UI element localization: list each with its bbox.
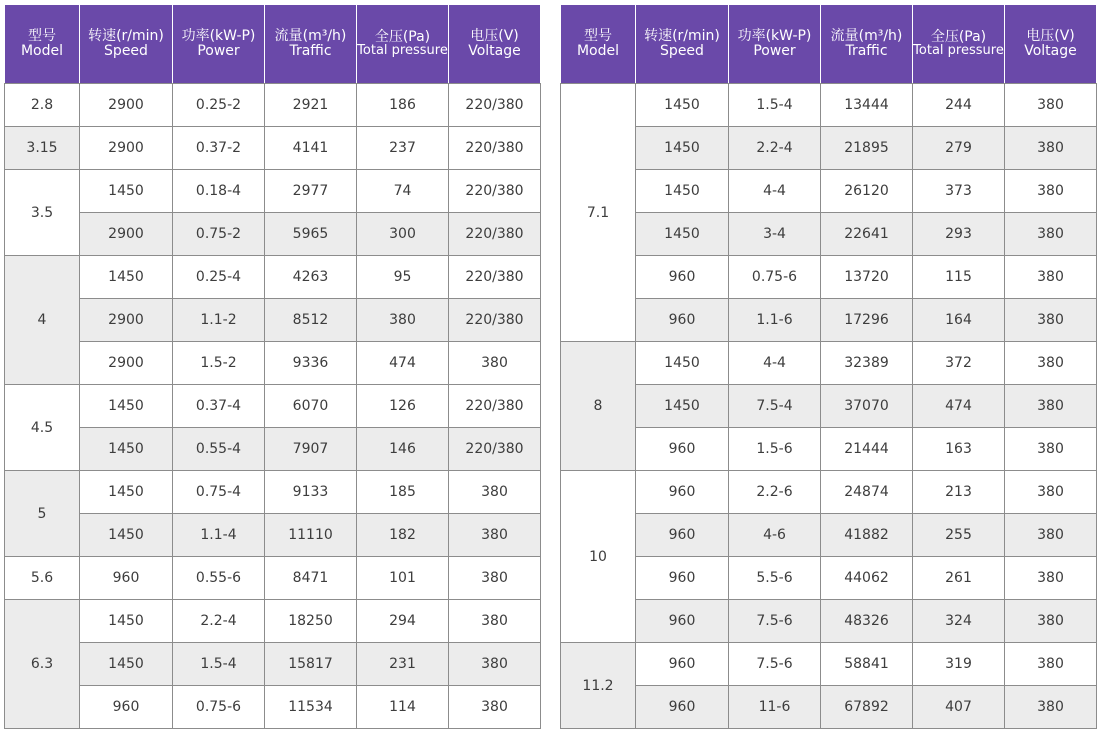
cell-power: 0.25-2	[173, 84, 265, 127]
cell-speed: 2900	[80, 342, 173, 385]
header-label-en: Voltage	[468, 43, 521, 59]
table-row	[5, 342, 541, 385]
cell-power: 2.2-6	[729, 471, 821, 514]
cell-model: 10	[561, 471, 636, 643]
header-label-zh: 流量(m³/h)	[830, 28, 903, 45]
header-label-en: Traffic	[289, 43, 332, 59]
cell-speed: 2900	[80, 299, 173, 342]
table-row	[5, 643, 541, 686]
cell-speed: 2900	[80, 213, 173, 256]
cell-power: 0.55-4	[173, 428, 265, 471]
cell-traffic: 24874	[821, 471, 913, 514]
cell-model: 3.15	[5, 127, 80, 170]
cell-traffic: 8512	[265, 299, 357, 342]
cell-voltage: 380	[1005, 213, 1097, 256]
cell-power: 1.5-4	[729, 84, 821, 127]
cell-total-pressure: 95	[357, 256, 449, 299]
table-header	[561, 5, 1097, 84]
cell-speed: 960	[636, 299, 729, 342]
spec-table-right	[560, 4, 1097, 729]
cell-speed: 960	[636, 557, 729, 600]
table-row	[561, 256, 1097, 299]
cell-traffic: 26120	[821, 170, 913, 213]
cell-power: 0.75-6	[729, 256, 821, 299]
cell-power: 4-6	[729, 514, 821, 557]
cell-power: 4-4	[729, 342, 821, 385]
cell-voltage: 380	[1005, 686, 1097, 729]
header-traffic	[265, 5, 357, 84]
cell-total-pressure: 244	[913, 84, 1005, 127]
cell-power: 0.75-2	[173, 213, 265, 256]
header-label-en: Traffic	[845, 43, 888, 59]
cell-total-pressure: 101	[357, 557, 449, 600]
cell-total-pressure: 164	[913, 299, 1005, 342]
table-row	[5, 471, 541, 514]
cell-total-pressure: 261	[913, 557, 1005, 600]
cell-voltage: 220/380	[449, 385, 541, 428]
cell-speed: 960	[636, 643, 729, 686]
table-row	[5, 213, 541, 256]
cell-total-pressure: 115	[913, 256, 1005, 299]
cell-voltage: 380	[1005, 643, 1097, 686]
cell-total-pressure: 182	[357, 514, 449, 557]
table-row	[561, 428, 1097, 471]
cell-power: 0.75-4	[173, 471, 265, 514]
cell-voltage: 380	[1005, 127, 1097, 170]
table-row	[561, 471, 1097, 514]
cell-voltage: 380	[1005, 600, 1097, 643]
header-total-pressure	[913, 5, 1005, 84]
cell-power: 1.5-2	[173, 342, 265, 385]
cell-traffic: 32389	[821, 342, 913, 385]
header-voltage	[449, 5, 541, 84]
cell-traffic: 11534	[265, 686, 357, 729]
cell-speed: 1450	[636, 385, 729, 428]
cell-voltage: 220/380	[449, 256, 541, 299]
header-label-zh: 转速(r/min)	[88, 28, 164, 45]
cell-voltage: 380	[1005, 170, 1097, 213]
cell-voltage: 220/380	[449, 428, 541, 471]
cell-total-pressure: 372	[913, 342, 1005, 385]
cell-total-pressure: 300	[357, 213, 449, 256]
cell-speed: 2900	[80, 84, 173, 127]
table-row	[5, 514, 541, 557]
header-label-zh: 型号	[584, 28, 612, 45]
header-traffic	[821, 5, 913, 84]
table-row	[5, 84, 541, 127]
table-row	[5, 256, 541, 299]
header-model	[5, 5, 80, 84]
cell-power: 0.37-2	[173, 127, 265, 170]
cell-speed: 1450	[636, 342, 729, 385]
cell-speed: 2900	[80, 127, 173, 170]
cell-total-pressure: 474	[357, 342, 449, 385]
header-label-zh: 功率(kW-P)	[737, 28, 812, 45]
cell-total-pressure: 294	[357, 600, 449, 643]
cell-voltage: 380	[1005, 84, 1097, 127]
table-row	[561, 557, 1097, 600]
header-label-en: Voltage	[1024, 43, 1077, 59]
cell-voltage: 380	[1005, 342, 1097, 385]
cell-traffic: 22641	[821, 213, 913, 256]
cell-speed: 960	[636, 471, 729, 514]
header-model	[561, 5, 636, 84]
table-row	[561, 213, 1097, 256]
cell-model: 3.5	[5, 170, 80, 256]
cell-voltage: 220/380	[449, 213, 541, 256]
table-row	[561, 514, 1097, 557]
header-label-en: Total pressure	[357, 43, 448, 59]
cell-traffic: 21444	[821, 428, 913, 471]
header-label-zh: 电压(V)	[470, 28, 519, 45]
table-row	[561, 686, 1097, 729]
cell-power: 2.2-4	[173, 600, 265, 643]
header-label-en: Model	[576, 43, 620, 59]
cell-power: 7.5-6	[729, 643, 821, 686]
cell-voltage: 220/380	[449, 170, 541, 213]
header-label-en: Model	[20, 43, 64, 59]
cell-speed: 1450	[80, 471, 173, 514]
cell-speed: 960	[636, 514, 729, 557]
cell-speed: 1450	[80, 643, 173, 686]
header-label-zh: 功率(kW-P)	[181, 28, 256, 45]
cell-traffic: 44062	[821, 557, 913, 600]
cell-power: 1.1-2	[173, 299, 265, 342]
cell-voltage: 380	[449, 514, 541, 557]
table-body	[561, 84, 1097, 729]
header-label-en: Speed	[104, 43, 148, 59]
cell-voltage: 380	[1005, 471, 1097, 514]
cell-total-pressure: 185	[357, 471, 449, 514]
cell-voltage: 380	[1005, 256, 1097, 299]
cell-total-pressure: 373	[913, 170, 1005, 213]
cell-power: 7.5-6	[729, 600, 821, 643]
header-label-zh: 流量(m³/h)	[274, 28, 347, 45]
cell-power: 0.55-6	[173, 557, 265, 600]
header-label-en: Speed	[660, 43, 704, 59]
cell-power: 5.5-6	[729, 557, 821, 600]
cell-traffic: 41882	[821, 514, 913, 557]
cell-power: 0.37-4	[173, 385, 265, 428]
header-power	[729, 5, 821, 84]
cell-power: 1.5-6	[729, 428, 821, 471]
cell-speed: 960	[636, 428, 729, 471]
table-row	[5, 385, 541, 428]
table-row	[561, 342, 1097, 385]
cell-power: 2.2-4	[729, 127, 821, 170]
header-voltage	[1005, 5, 1097, 84]
cell-traffic: 2977	[265, 170, 357, 213]
cell-speed: 1450	[636, 170, 729, 213]
cell-model: 5	[5, 471, 80, 557]
table-row	[561, 127, 1097, 170]
cell-voltage: 380	[449, 471, 541, 514]
cell-traffic: 17296	[821, 299, 913, 342]
cell-voltage: 380	[449, 342, 541, 385]
cell-total-pressure: 319	[913, 643, 1005, 686]
table-row	[561, 84, 1097, 127]
cell-total-pressure: 293	[913, 213, 1005, 256]
header-label-zh: 电压(V)	[1026, 28, 1075, 45]
table-row	[561, 170, 1097, 213]
cell-voltage: 380	[449, 686, 541, 729]
cell-speed: 960	[80, 557, 173, 600]
cell-voltage: 380	[1005, 514, 1097, 557]
cell-total-pressure: 186	[357, 84, 449, 127]
cell-power: 0.18-4	[173, 170, 265, 213]
cell-total-pressure: 146	[357, 428, 449, 471]
cell-speed: 1450	[80, 600, 173, 643]
cell-traffic: 7907	[265, 428, 357, 471]
cell-traffic: 58841	[821, 643, 913, 686]
cell-model: 2.8	[5, 84, 80, 127]
cell-power: 1.1-6	[729, 299, 821, 342]
cell-power: 7.5-4	[729, 385, 821, 428]
cell-speed: 1450	[636, 127, 729, 170]
cell-traffic: 4141	[265, 127, 357, 170]
cell-speed: 960	[636, 600, 729, 643]
cell-traffic: 18250	[265, 600, 357, 643]
cell-total-pressure: 126	[357, 385, 449, 428]
cell-total-pressure: 237	[357, 127, 449, 170]
cell-power: 0.75-6	[173, 686, 265, 729]
cell-speed: 960	[636, 256, 729, 299]
table-row	[5, 127, 541, 170]
header-speed	[636, 5, 729, 84]
cell-speed: 1450	[80, 385, 173, 428]
cell-traffic: 21895	[821, 127, 913, 170]
table-row	[561, 643, 1097, 686]
cell-power: 1.1-4	[173, 514, 265, 557]
cell-speed: 1450	[636, 213, 729, 256]
cell-traffic: 11110	[265, 514, 357, 557]
cell-model: 7.1	[561, 84, 636, 342]
cell-traffic: 67892	[821, 686, 913, 729]
cell-total-pressure: 407	[913, 686, 1005, 729]
cell-voltage: 380	[449, 600, 541, 643]
header-label-en: Total pressure	[913, 43, 1004, 59]
header-label-en: Power	[197, 43, 240, 59]
cell-model: 6.3	[5, 600, 80, 729]
cell-total-pressure: 324	[913, 600, 1005, 643]
cell-traffic: 48326	[821, 600, 913, 643]
cell-speed: 1450	[80, 170, 173, 213]
cell-power: 4-4	[729, 170, 821, 213]
header-speed	[80, 5, 173, 84]
table-row	[5, 686, 541, 729]
cell-total-pressure: 74	[357, 170, 449, 213]
cell-model: 4.5	[5, 385, 80, 471]
cell-power: 11-6	[729, 686, 821, 729]
cell-traffic: 8471	[265, 557, 357, 600]
table-row	[5, 170, 541, 213]
header-label-zh: 型号	[28, 28, 56, 45]
table-row	[5, 600, 541, 643]
cell-power: 0.25-4	[173, 256, 265, 299]
cell-traffic: 6070	[265, 385, 357, 428]
cell-traffic: 37070	[821, 385, 913, 428]
table-header	[5, 5, 541, 84]
cell-speed: 1450	[80, 428, 173, 471]
header-label-zh: 全压(Pa)	[930, 29, 987, 46]
cell-model: 8	[561, 342, 636, 471]
cell-model: 5.6	[5, 557, 80, 600]
cell-speed: 1450	[80, 256, 173, 299]
cell-voltage: 380	[449, 557, 541, 600]
spec-table-left	[4, 4, 541, 729]
cell-traffic: 9336	[265, 342, 357, 385]
cell-voltage: 380	[449, 643, 541, 686]
cell-traffic: 5965	[265, 213, 357, 256]
cell-total-pressure: 114	[357, 686, 449, 729]
table-row	[5, 299, 541, 342]
cell-voltage: 220/380	[449, 84, 541, 127]
header-label-zh: 转速(r/min)	[644, 28, 720, 45]
cell-speed: 1450	[636, 84, 729, 127]
cell-model: 4	[5, 256, 80, 385]
cell-voltage: 220/380	[449, 299, 541, 342]
header-total-pressure	[357, 5, 449, 84]
cell-model: 11.2	[561, 643, 636, 729]
cell-traffic: 4263	[265, 256, 357, 299]
cell-traffic: 13444	[821, 84, 913, 127]
table-row	[561, 385, 1097, 428]
cell-voltage: 380	[1005, 557, 1097, 600]
cell-speed: 960	[80, 686, 173, 729]
cell-total-pressure: 231	[357, 643, 449, 686]
cell-traffic: 2921	[265, 84, 357, 127]
cell-power: 3-4	[729, 213, 821, 256]
table-row	[5, 557, 541, 600]
cell-voltage: 380	[1005, 385, 1097, 428]
cell-total-pressure: 279	[913, 127, 1005, 170]
cell-total-pressure: 255	[913, 514, 1005, 557]
cell-speed: 1450	[80, 514, 173, 557]
table-row	[5, 428, 541, 471]
cell-total-pressure: 163	[913, 428, 1005, 471]
cell-total-pressure: 474	[913, 385, 1005, 428]
table-row	[561, 299, 1097, 342]
cell-speed: 960	[636, 686, 729, 729]
cell-total-pressure: 380	[357, 299, 449, 342]
cell-total-pressure: 213	[913, 471, 1005, 514]
table-row	[561, 600, 1097, 643]
header-power	[173, 5, 265, 84]
header-label-zh: 全压(Pa)	[374, 29, 431, 46]
cell-voltage: 380	[1005, 428, 1097, 471]
cell-traffic: 15817	[265, 643, 357, 686]
cell-voltage: 380	[1005, 299, 1097, 342]
cell-traffic: 9133	[265, 471, 357, 514]
cell-traffic: 13720	[821, 256, 913, 299]
cell-power: 1.5-4	[173, 643, 265, 686]
cell-voltage: 220/380	[449, 127, 541, 170]
header-label-en: Power	[753, 43, 796, 59]
table-body	[5, 84, 541, 729]
